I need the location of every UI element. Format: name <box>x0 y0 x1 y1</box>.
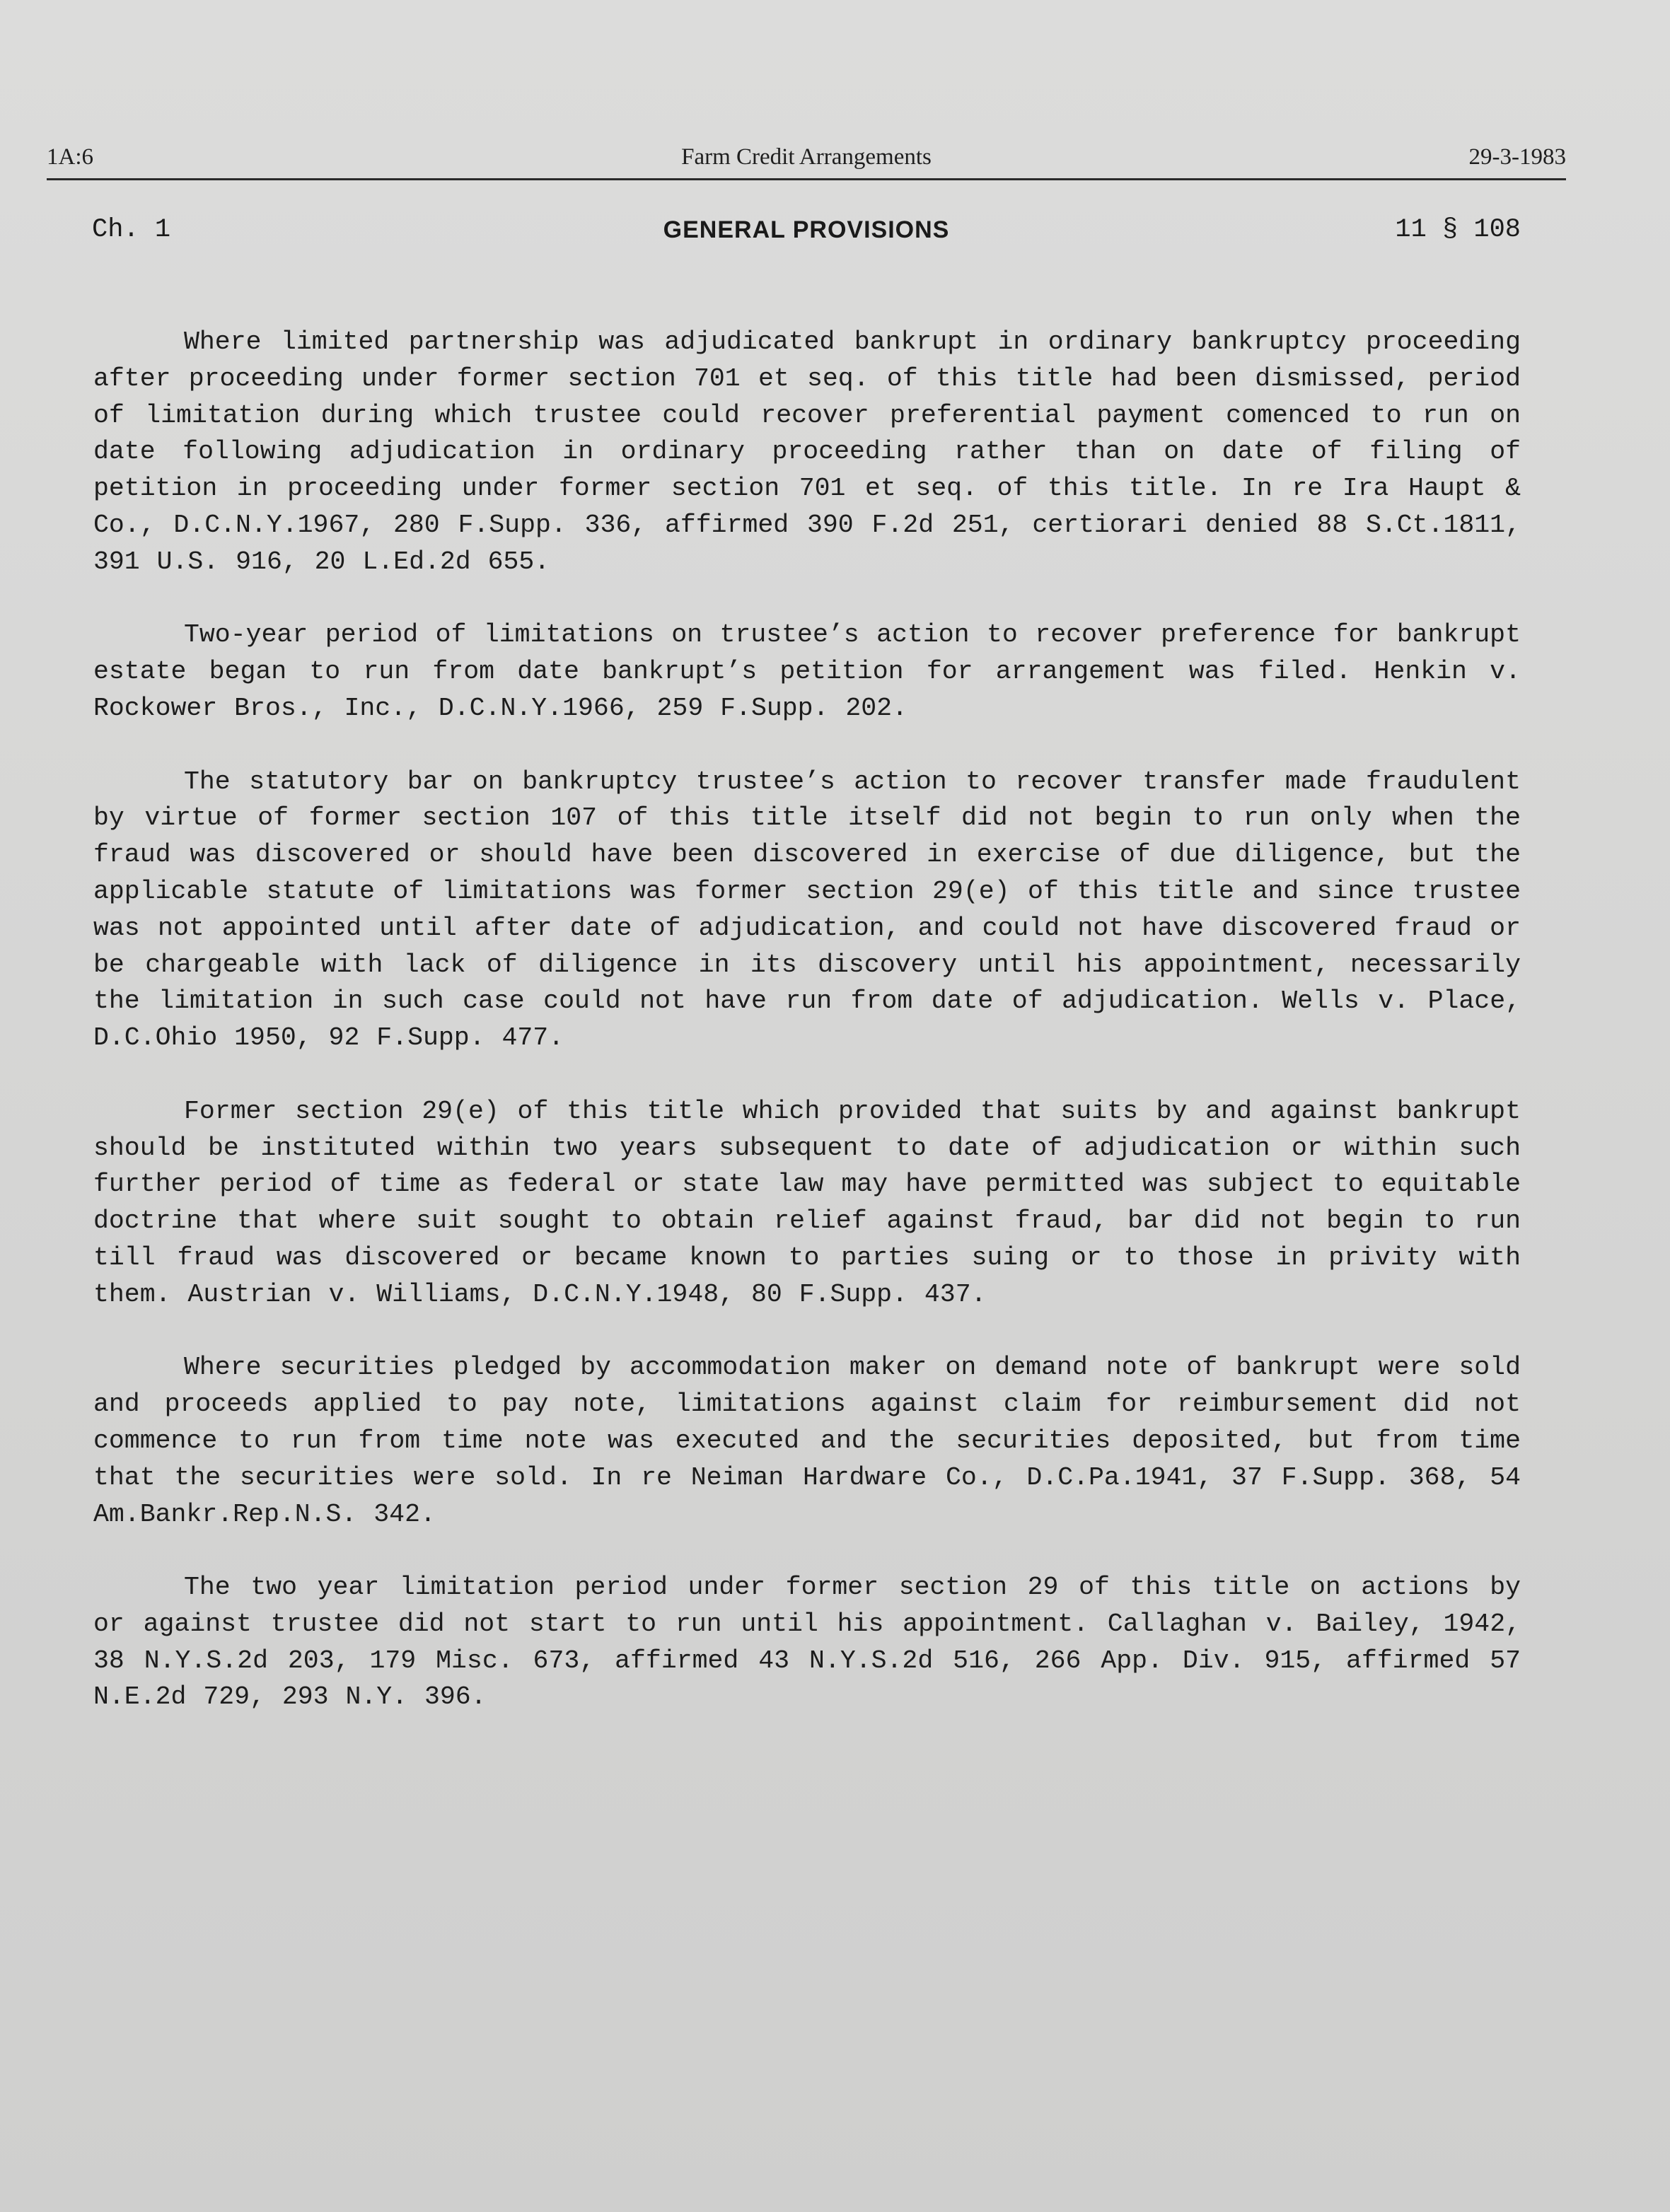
paragraph-4: Former section 29(e) of this title which provided that suits by and against bankrupt should be instituted within two years subsequent to date of adjudication or within such further period of time as federal or state law may have permitted was subject to equitable doctrine that where suit sought to obtain relief against fraud, bar did not begin to run till fraud was discovered or became known to parties suing or to those in privity with them. Austrian v. Williams, D.C.N.Y.1948, 80 F.Supp. 437. <box>93 1096 1521 1309</box>
page-number: 1A:6 <box>47 144 93 170</box>
paragraph-6: The two year limitation period under former section 29 of this title on actions by or against trustee did not start to run until his appointment. Callaghan v. Bailey, 1942, 38 N.Y.S.2d 203, 179 Misc. 673, affirmed 43 N.Y.S.2d 516, 266 App. Div. 915, affirmed 57 N.E.2d 729, 293 N.Y. 396. <box>93 1573 1521 1712</box>
section-reference: 11 § 108 <box>1395 215 1521 245</box>
body-text <box>93 324 1521 1752</box>
paragraph-3: The statutory bar on bankruptcy trustee’s action to recover transfer made fraudulent by virtue of former section 107 of this title itself did not begin to run only when the fraud was discovered or should have been discovered in exercise of due diligence, but the applicable statute of limitations was former section 29(e) of this title and since trustee was not appointed until after date of adjudication, and could not have discovered fraud or be chargeable with lack of diligence in its discovery until his appointment, necessarily the limitation in such case could not have run from date of adjudication. Wells v. Place, D.C.Ohio 1950, 92 F.Supp. 477. <box>93 767 1521 1053</box>
publication-date: 29-3-1983 <box>1468 144 1566 170</box>
running-head <box>47 140 1566 177</box>
paragraph-5: Where securities pledged by accommodation maker on demand note of bankrupt were sold and proceeds applied to pay note, limitations against claim for reimbursement did not commence to run from time note was executed and the securities deposited, but from time that the securities were sold. In re Neiman Hardware Co., D.C.Pa.1941, 37 F.Supp. 368, 54 Am.Bankr.Rep.N.S. 342. <box>93 1353 1521 1529</box>
publication-title: Farm Credit Arrangements <box>681 144 932 170</box>
header-rule <box>47 178 1566 180</box>
paragraph-1: Where limited partnership was adjudicated bankrupt in ordinary bankruptcy proceeding after proceeding under former section 701 et seq. of this title had been dismissed, period of limitation during which trustee could recover preferential payment comenced to run on date following adjudication in ordinary proceeding rather than on date of filing of petition in proceeding under former section 701 et seq. of this title. In re Ira Haupt & Co., D.C.N.Y.1967, 280 F.Supp. 336, affirmed 390 F.2d 251, certiorari denied 88 S.Ct.1811, 391 U.S. 916, 20 L.Ed.2d 655. <box>93 327 1521 576</box>
chapter-line <box>92 215 1521 250</box>
paragraph-2: Two-year period of limitations on trustee’s action to recover preference for bankrupt estate began to run from date bankrupt’s petition for arrangement was filed. Henkin v. Rockower Bros., Inc., D.C.N.Y.1966, 259 F.Supp. 202. <box>93 620 1521 723</box>
chapter-label: Ch. 1 <box>92 215 171 245</box>
chapter-title: GENERAL PROVISIONS <box>663 216 950 243</box>
